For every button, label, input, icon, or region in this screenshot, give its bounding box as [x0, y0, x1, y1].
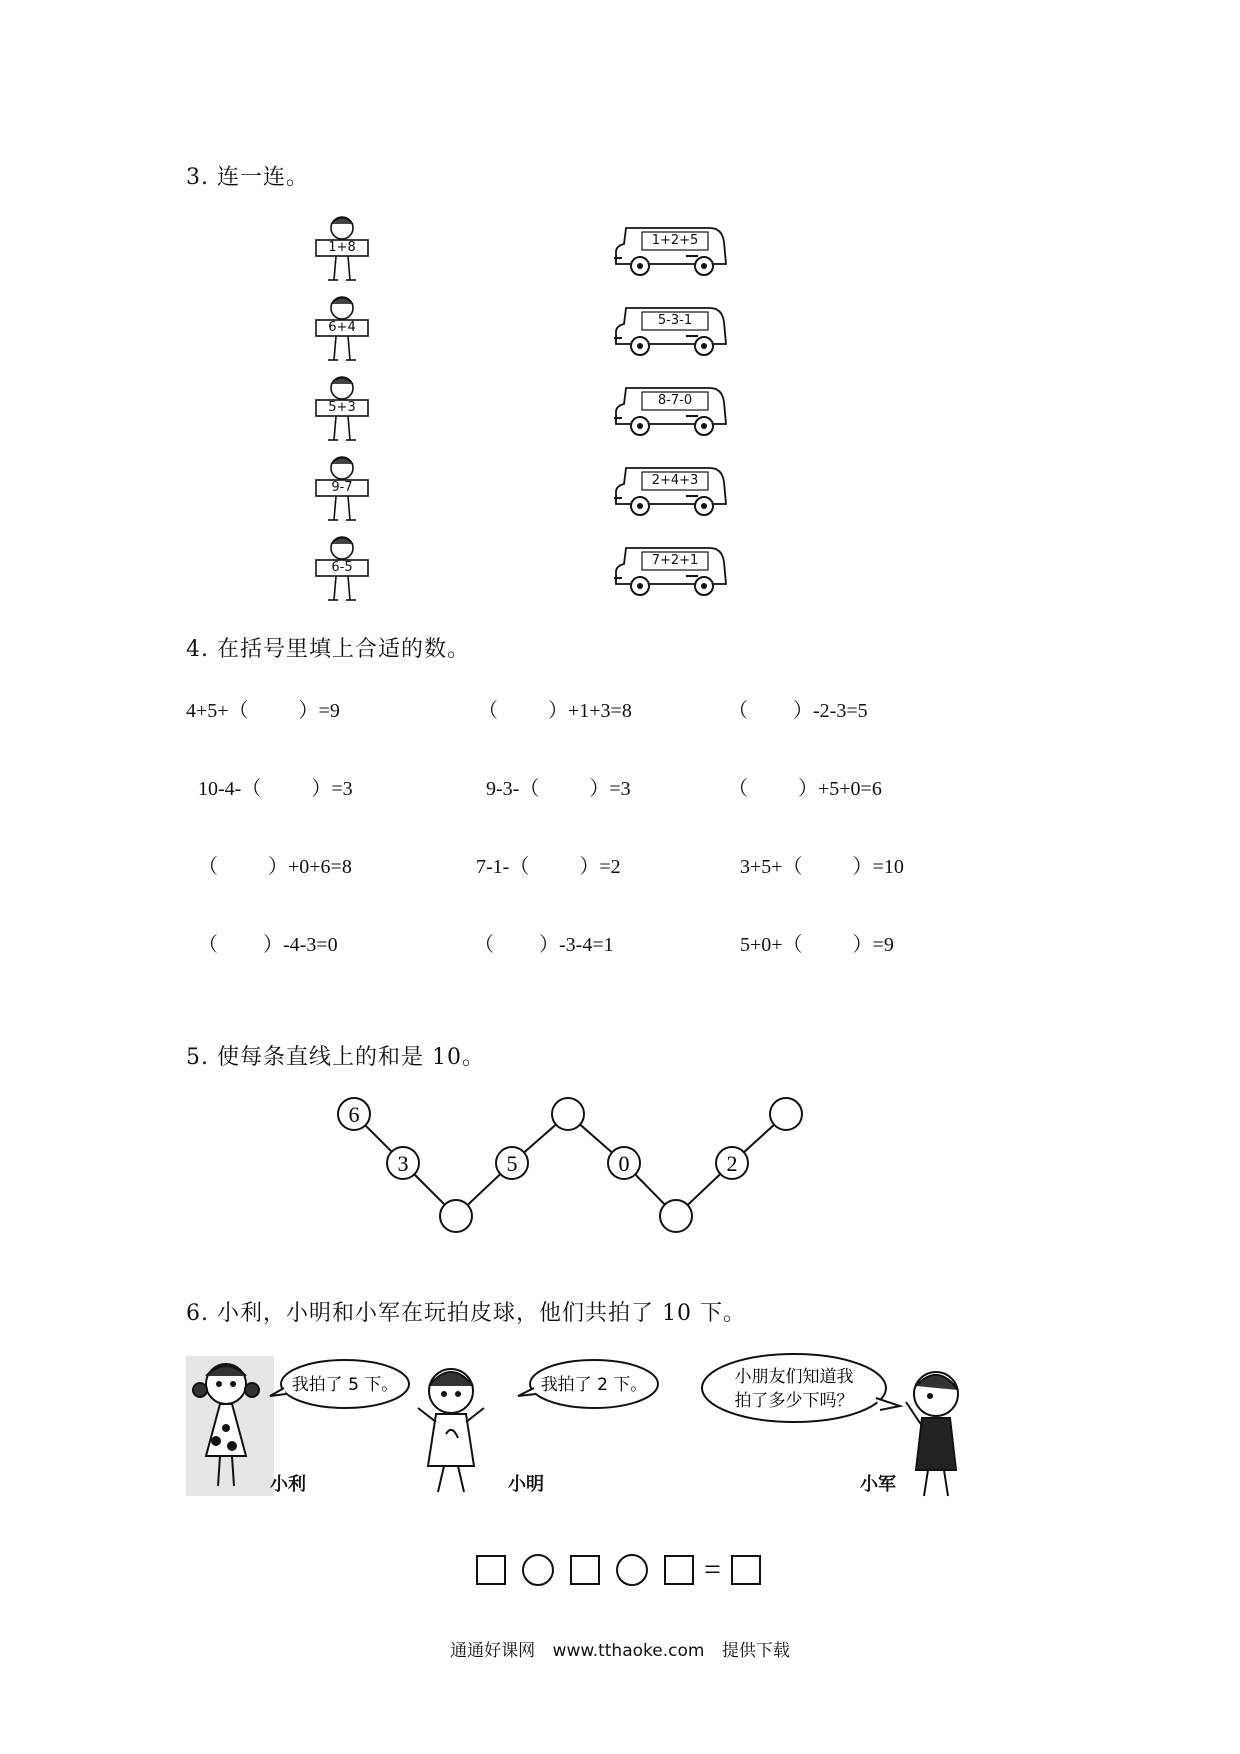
q4-title: 4. 在括号里填上合适的数。 [186, 637, 470, 662]
speech-bubble-2 [518, 1360, 658, 1408]
bubble-3-text-line2: 拍了多少下吗？ [734, 1391, 854, 1411]
page-footer [0, 1636, 1240, 1661]
footer-suffix: 提供下载 [721, 1641, 790, 1661]
equation-r3-c1: （ ）+0+6=8 [198, 856, 352, 878]
node-value-1: 6 [348, 1102, 360, 1127]
equation-r3-c2: 7-1-（ ）=2 [476, 856, 621, 878]
name-xiaoming: 小明 [508, 1474, 544, 1495]
node-value-2: 3 [397, 1151, 409, 1176]
speech-bubble-3 [702, 1354, 900, 1422]
equation-r2-c3: （ ）+5+0=6 [728, 778, 882, 800]
equation-r3-c3: 3+5+（ ）=10 [740, 856, 904, 878]
answer-equation-boxes [468, 1554, 769, 1586]
name-xiaojun: 小军 [860, 1474, 896, 1495]
bubble-3-text-line1: 小朋友们知道我 [734, 1367, 854, 1387]
kid-expression-3: 5+3 [328, 400, 356, 415]
speech-bubble-1 [270, 1360, 409, 1408]
boy-xiaoming-figure [418, 1369, 484, 1492]
equation-r4-c2: （ ）-3-4=1 [474, 934, 614, 956]
equation-r4-c1: （ ）-4-3=0 [198, 934, 338, 956]
equation-r4-c3: 5+0+（ ）=9 [740, 934, 894, 956]
operator-circle-2[interactable] [616, 1554, 648, 1586]
car-expression-2: 5-3-1 [657, 313, 693, 328]
girl-xiaoli-figure [186, 1356, 274, 1496]
q5-title: 5. 使每条直线上的和是 10。 [186, 1045, 485, 1070]
equals-sign: = [704, 1553, 721, 1586]
footer-site-name: 通通好课网 [450, 1641, 536, 1661]
car-expression-1: 1+2+5 [651, 233, 699, 248]
q3-title: 3. 连一连。 [186, 165, 309, 190]
footer-url[interactable]: www.tthaoke.com [552, 1641, 705, 1661]
node-circle-5[interactable] [552, 1098, 584, 1130]
bubble-1-text: 我拍了 5 下。 [291, 1375, 399, 1395]
operator-circle-1[interactable] [522, 1554, 554, 1586]
answer-box-3[interactable] [664, 1555, 694, 1585]
node-circle-7[interactable] [660, 1200, 692, 1232]
node-circle-9[interactable] [770, 1098, 802, 1130]
boy-xiaojun-figure [906, 1372, 958, 1496]
equation-r1-c3: （ ）-2-3=5 [728, 700, 868, 722]
node-circle-3[interactable] [440, 1200, 472, 1232]
equation-r1-c2: （ ）+1+3=8 [478, 700, 632, 722]
answer-box-1[interactable] [476, 1555, 506, 1585]
kid-expression-1: 1+8 [328, 240, 356, 255]
equation-r2-c2: 9-3-（ ）=3 [486, 778, 631, 800]
car-expression-5: 7+2+1 [651, 553, 699, 568]
bubble-2-text: 我拍了 2 下。 [540, 1375, 648, 1395]
kid-expression-2: 6+4 [328, 320, 356, 335]
kid-expression-5: 6-5 [331, 560, 353, 575]
node-value-6: 0 [618, 1151, 630, 1176]
node-value-8: 2 [726, 1151, 738, 1176]
node-value-4: 5 [506, 1151, 518, 1176]
kid-expression-4: 9-7 [331, 480, 353, 495]
q6-title: 6. 小利，小明和小军在玩拍皮球，他们共拍了 10 下。 [186, 1301, 746, 1326]
answer-box-result[interactable] [731, 1555, 761, 1585]
equation-r1-c1: 4+5+（ ）=9 [186, 700, 340, 722]
answer-box-2[interactable] [570, 1555, 600, 1585]
node-group [338, 1098, 802, 1232]
car-expression-3: 8-7-0 [657, 393, 693, 408]
name-xiaoli: 小利 [270, 1474, 306, 1495]
car-expression-4: 2+4+3 [651, 473, 699, 488]
equation-r2-c1: 10-4-（ ）=3 [198, 778, 353, 800]
